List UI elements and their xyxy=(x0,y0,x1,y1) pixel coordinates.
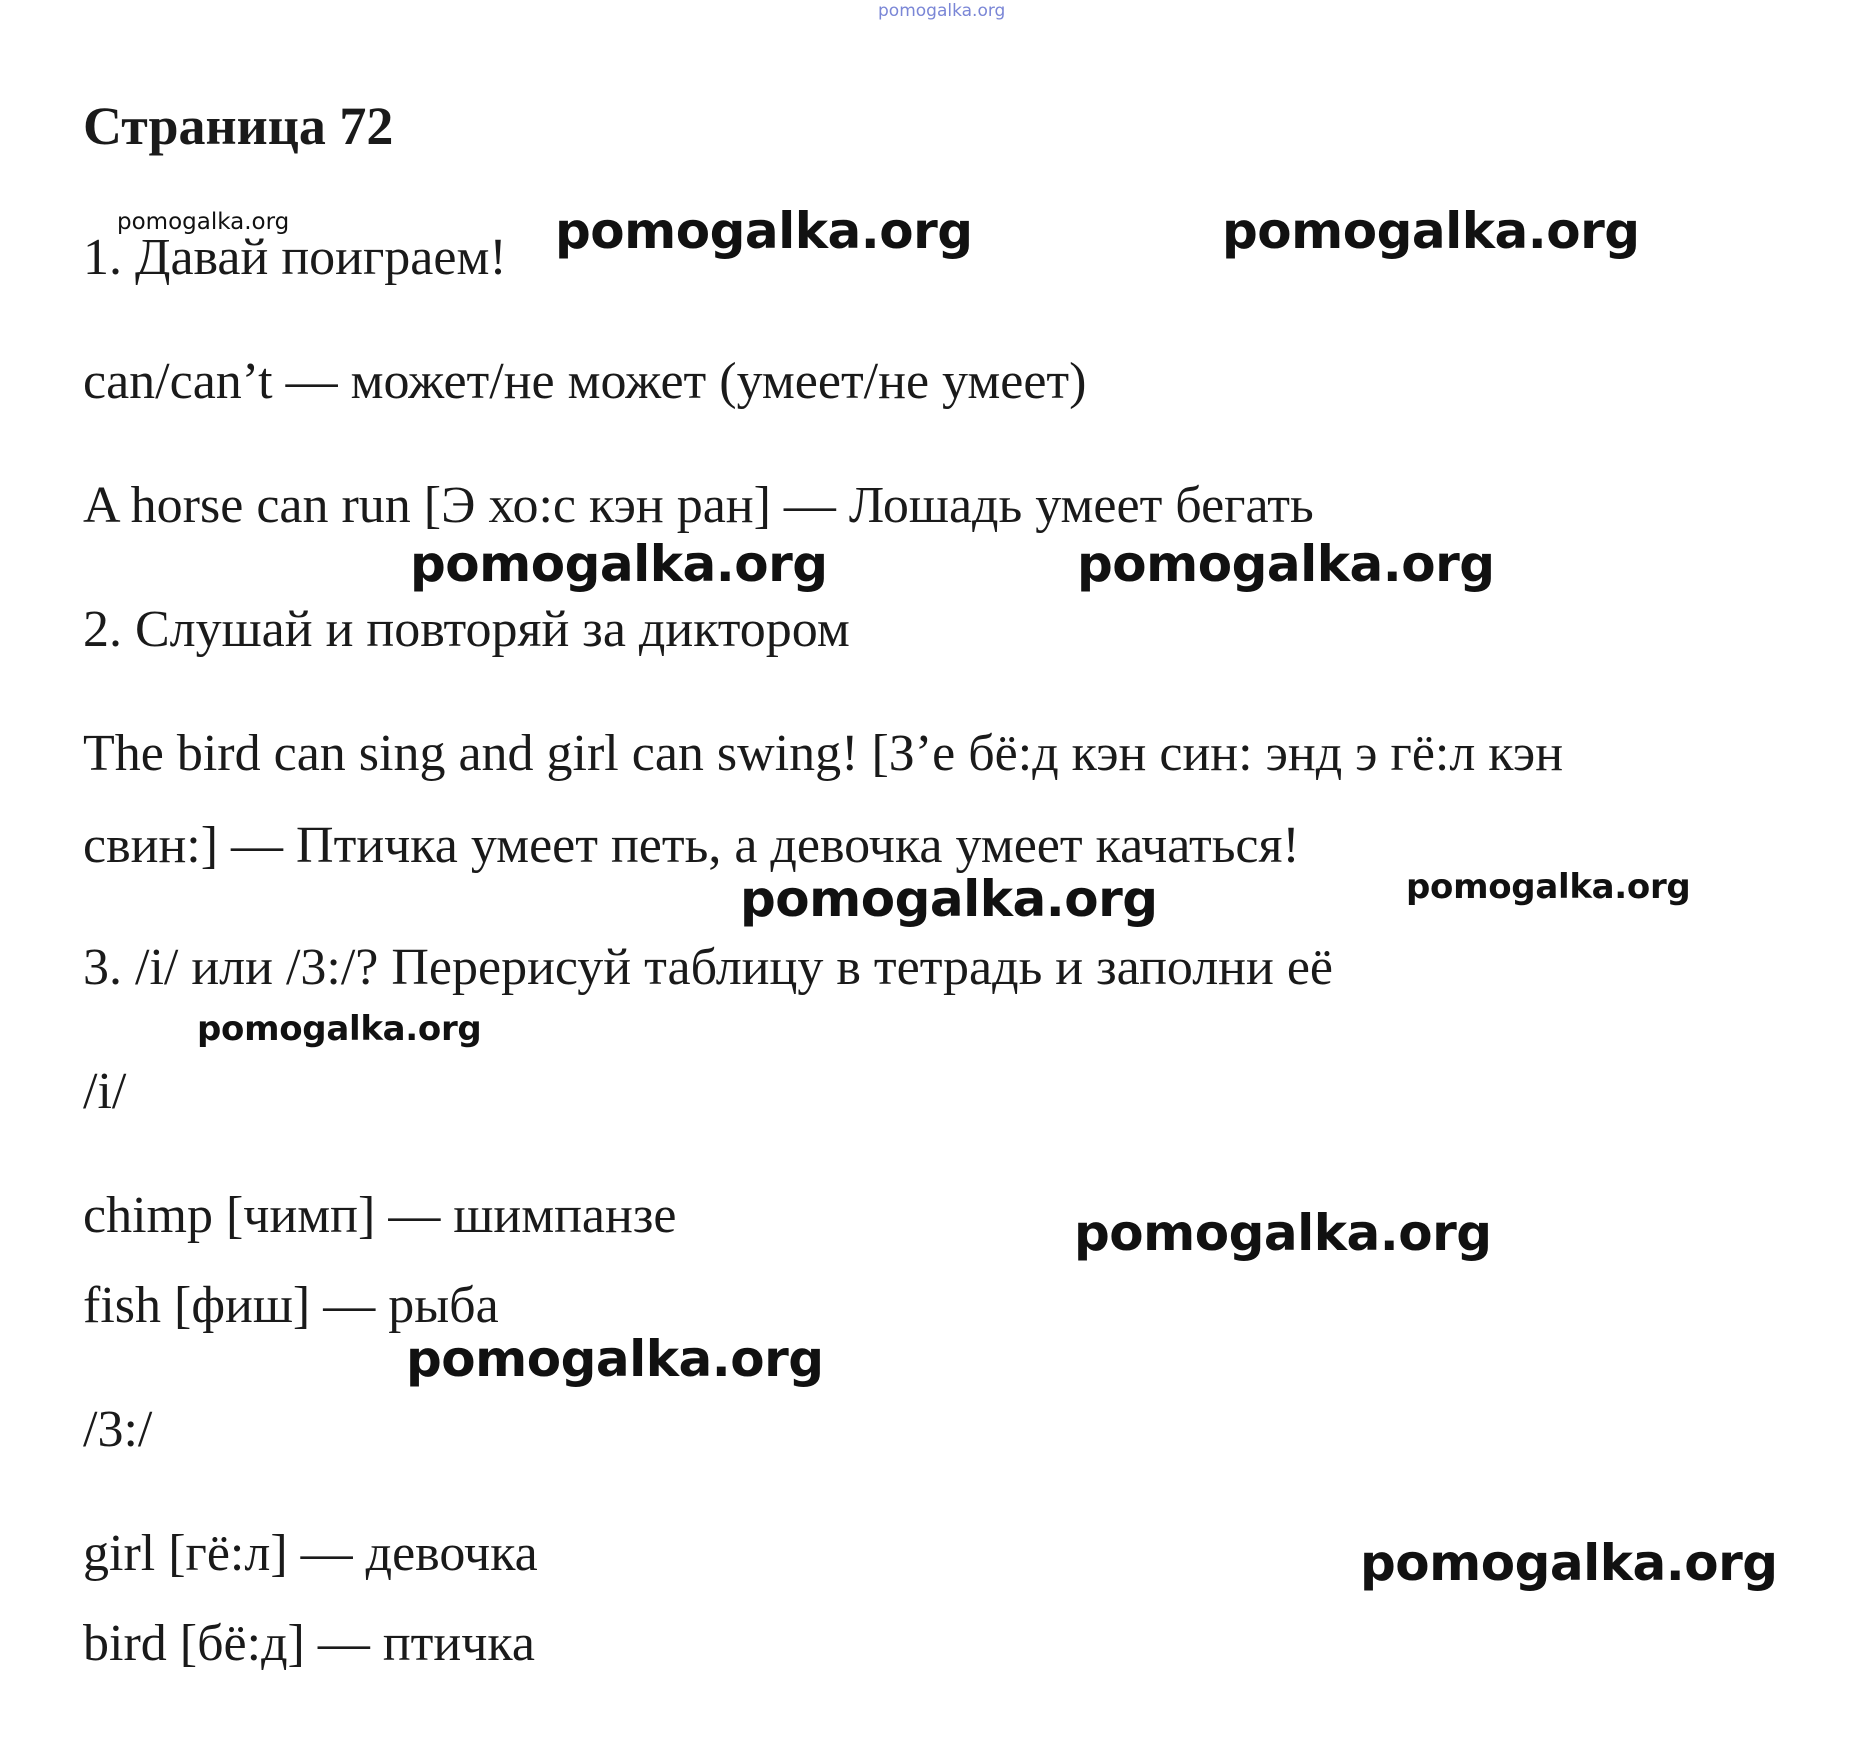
watermark: pomogalka.org xyxy=(1360,1534,1778,1592)
watermark: pomogalka.org xyxy=(555,202,973,260)
watermark: pomogalka.org xyxy=(410,535,828,593)
exercise-2-line-1: The bird can sing and girl can swing! [З’е бё:д кэн син: энд э гё:л кэн xyxy=(83,725,1564,782)
watermark: pomogalka.org xyxy=(1222,202,1640,260)
watermark: pomogalka.org xyxy=(406,1330,824,1388)
word-chimp: chimp [чимп] — шимпанзе xyxy=(83,1187,677,1244)
word-girl: girl [гё:л] — девочка xyxy=(83,1525,538,1582)
watermark: pomogalka.org xyxy=(117,209,290,235)
sound-3-label: /3:/ xyxy=(83,1401,153,1458)
watermark: pomogalka.org xyxy=(197,1009,482,1049)
exercise-2-title: 2. Слушай и повторяй за диктором xyxy=(83,601,850,658)
watermark: pomogalka.org xyxy=(1074,1204,1492,1262)
exercise-1-title: 1. Давай поиграем! xyxy=(83,229,507,286)
exercise-2-line-2: свин:] — Птичка умеет петь, а девочка умеет качаться! xyxy=(83,817,1300,874)
watermark: pomogalka.org xyxy=(1406,867,1691,907)
exercise-3-title: 3. /i/ или /3:/? Перерисуй таблицу в тетрадь и заполни её xyxy=(83,939,1333,996)
watermark: pomogalka.org xyxy=(1077,535,1495,593)
word-fish: fish [фиш] — рыба xyxy=(83,1277,499,1334)
word-bird: bird [бё:д] — птичка xyxy=(83,1615,535,1672)
sound-i-label: /i/ xyxy=(83,1063,127,1120)
watermark: pomogalka.org xyxy=(740,870,1158,928)
exercise-1-line-horse: A horse can run [Э хо:с кэн ран] — Лошадь умеет бегать xyxy=(83,477,1314,534)
page-heading: Страница 72 xyxy=(83,96,394,156)
top-watermark: pomogalka.org xyxy=(878,1,1006,21)
exercise-1-line-can: can/can’t — может/не может (умеет/не умеет) xyxy=(83,353,1087,410)
